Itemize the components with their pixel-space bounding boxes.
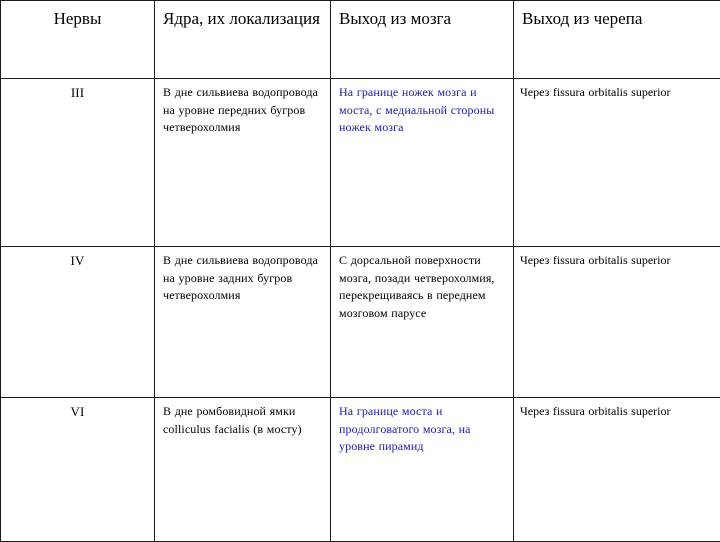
- header-brain-exit: Выход из мозга: [331, 1, 514, 79]
- header-row: [1, 1, 720, 79]
- brain-exit-cell: С дорсальной поверхности мозга, позади четверохолмия, перекрещиваясь в переднем мозговом парусе: [331, 247, 514, 398]
- skull-exit-cell: Через fissura orbitalis superior: [514, 398, 720, 542]
- brain-exit-cell: На границе моста и продолговатого мозга, на уровне пирамид: [331, 398, 514, 542]
- brain-exit-cell: На границе ножек мозга и моста, с медиальной стороны ножек мозга: [331, 79, 514, 247]
- header-nerves: Нервы: [1, 1, 155, 79]
- table-row: [1, 398, 720, 542]
- header-skull-exit: Выход из черепа: [514, 1, 720, 79]
- nuclei-cell: В дне сильвиева водопровода на уровне передних бугров четверохолмия: [155, 79, 331, 247]
- header-nuclei: Ядра, их локализация: [155, 1, 331, 79]
- skull-exit-cell: Через fissura orbitalis superior: [514, 247, 720, 398]
- nerve-cell: IV: [1, 247, 155, 398]
- table-row: [1, 79, 720, 247]
- table-row: [1, 247, 720, 398]
- nuclei-cell: В дне сильвиева водопровода на уровне задних бугров четверохолмия: [155, 247, 331, 398]
- skull-exit-cell: Через fissura orbitalis superior: [514, 79, 720, 247]
- nuclei-cell: В дне ромбовидной ямки colliculus facialis (в мосту): [155, 398, 331, 542]
- nerve-cell: VI: [1, 398, 155, 542]
- nerve-cell: III: [1, 79, 155, 247]
